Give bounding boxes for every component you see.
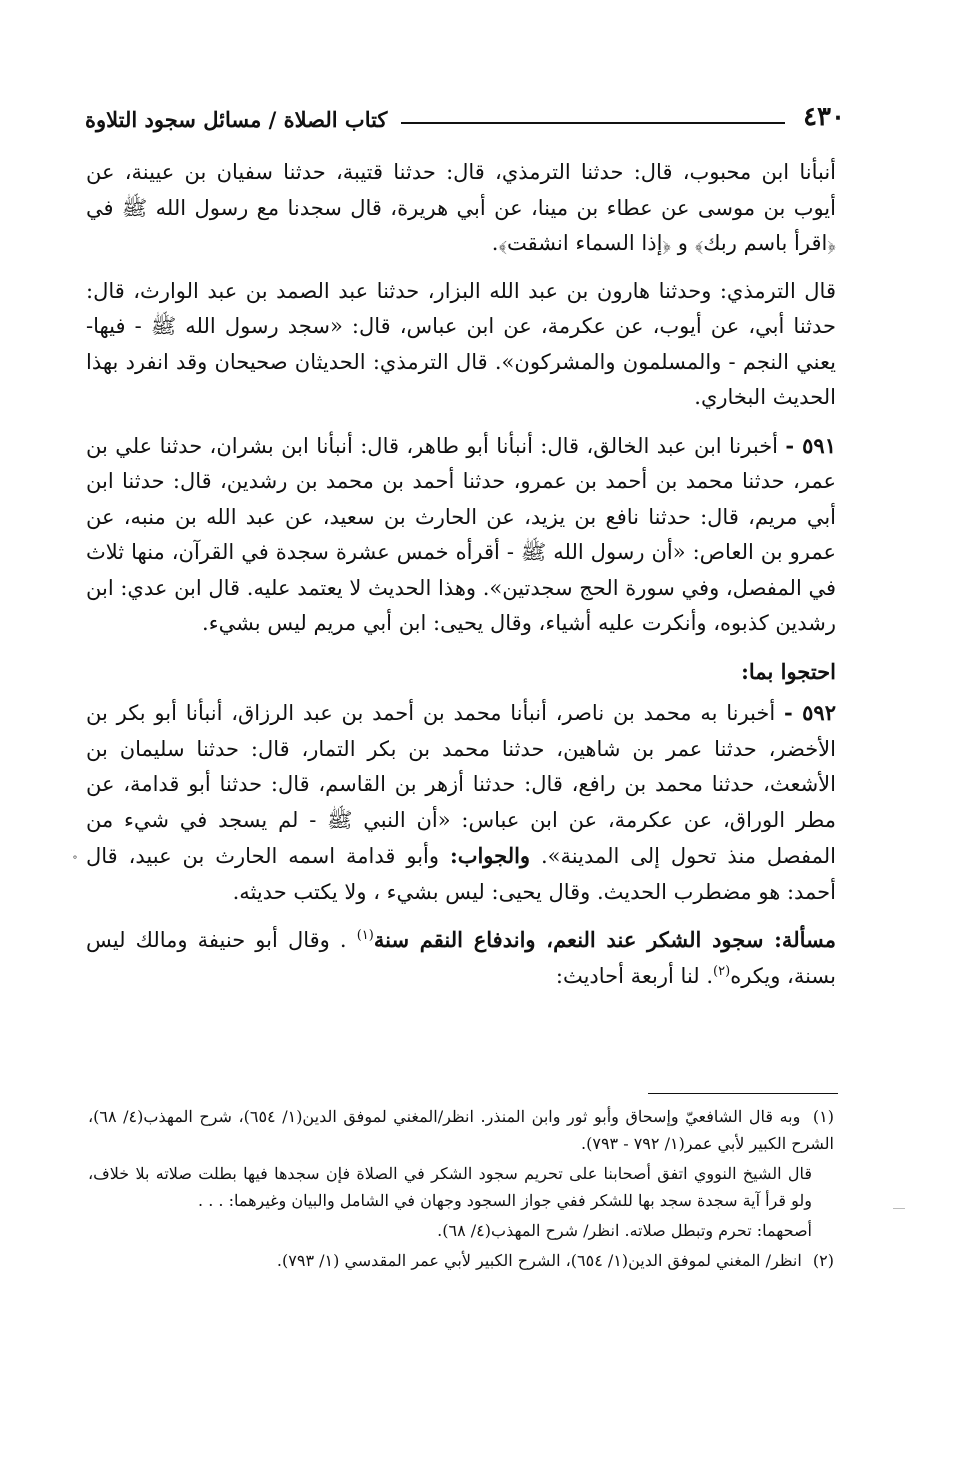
masala-paragraph bbox=[86, 922, 836, 994]
hadith-number-592: ٥٩٢ - bbox=[784, 700, 836, 725]
footnote-number-2: (٢) bbox=[812, 1251, 834, 1270]
running-title: كتاب الصلاة / مسائل سجود التلاوة bbox=[85, 107, 388, 132]
footnote-2 bbox=[88, 1247, 834, 1274]
masala-text-b: . لنا أربعة أحاديث: bbox=[555, 963, 714, 988]
paragraph-tirmidhi-ibn-abbas: قال الترمذي: وحدثنا هارون بن عبد الله البزار، حدثنا عبد الصمد بن عبد الوارث، قال: حدثنا أبي، عن أيوب، عن عكرمة، عن ابن عباس، قال: «سجد رسول الله ﷺ - فيها- يعني النجم - والمسلمون والمشركون». قال الترمذي: الحديثان صحيحان وقد انفرد بهذا الحديث البخاري. bbox=[86, 278, 836, 409]
margin-mark-line bbox=[893, 1208, 905, 1209]
main-text bbox=[86, 155, 836, 1006]
page-header bbox=[85, 90, 845, 130]
footnote-ref-1[interactable]: (١) bbox=[356, 928, 374, 943]
page-number: ٤٣٠ bbox=[803, 102, 845, 132]
paragraph-isnad-abu-hurayra: أنبأنا ابن محبوب، قال: حدثنا الترمذي، قال: حدثنا قتيبة، حدثنا سفيان بن عيينة، عن أيوب بن موسى عن عطاء بن مينا، عن أبي هريرة، قال سجدنا مع رسول الله ﷺ في ﴿اقرأ باسم ربك﴾ و ﴿إذا السماء انشقت﴾. bbox=[86, 160, 836, 255]
footnote-separator bbox=[648, 1093, 838, 1094]
header-rule bbox=[401, 122, 785, 124]
footnote-1 bbox=[88, 1103, 834, 1157]
masala-heading: مسألة: سجود الشكر عند النعم، واندفاع النقم سنة bbox=[373, 927, 836, 952]
section-heading: احتجوا بما: bbox=[741, 658, 836, 684]
answer-text: وأبو قدامة اسمه الحارث بن عبيد، قال أحمد: هو مضطرب الحديث. وقال يحيى: ليس بشيء ، ولا يكتب حديثه. bbox=[86, 844, 836, 904]
footnote-ref-2[interactable]: (٢) bbox=[713, 963, 731, 979]
footnote-number-1: (١) bbox=[812, 1107, 835, 1126]
hadith-number-591: ٥٩١ - bbox=[785, 432, 836, 458]
footnote-1-asahh: أصحهما: تحرم وتبطل صلاته. انظر/ شرح المهذب(٤/ ٦٨). bbox=[437, 1221, 812, 1240]
footnotes bbox=[88, 1103, 834, 1277]
hadith-591-text: أخبرنا ابن عبد الخالق، قال: أنبأنا أبو طاهر، قال: أنبأنا ابن بشران، حدثنا علي بن عمر، حدثنا محمد بن أحمد بن عمرو، حدثنا أحمد بن محمد بن رشدين، قال: حدثنا ابن أبي مريم، قال: حدثنا نافع بن يزيد، عن الحارث بن سعيد، عن عبد الله بن منبه، عن عمرو بن العاص: «أن رسول الله ﷺ - أقرأه خمس عشرة سجدة في القرآن، منها ثلاث في المفصل، وفي سورة الحج سجدتين». وهذا الحديث لا يعتمد عليه. قال ابن عدي: ابن رشدين كذبوه، وأنكرت عليه أشياء، وقال يحيى: ابن أبي مريم ليس بشيء. bbox=[85, 433, 836, 635]
footnote-1-nawawi: قال الشيخ النووي اتفق أصحابنا على تحريم سجود الشكر في الصلاة فإن سجدها فيها بطلت صلاته بلا خلاف، ولو قرأ آية سجدة سجد بها للشكر ففي جواز السجود وجهان في الشامل والبيان وغيرهما: . . . bbox=[88, 1164, 812, 1210]
footnote-1-text: وبه قال الشافعيّ وإسحاق وأبو ثور وابن المنذر. انظر/المغني لموفق الدين(١/ ٦٥٤)، شرح المهذب(٤/ ٦٨)، الشرح الكبير لأبي عمر(١/ ٧٩٢ - ٧٩٣). bbox=[88, 1107, 834, 1153]
hadith-591 bbox=[86, 428, 836, 642]
answer-label: والجواب: bbox=[449, 843, 531, 868]
masala-text-a: . وقال أبو حنيفة ومالك ليس بسنة، ويكره bbox=[86, 928, 836, 988]
hadith-592-text: أخبرنا به محمد بن ناصر، أنبأنا محمد بن أحمد بن عبد الرزاق، أنبأنا أبو بكر بن الأخضر، حدثنا عمر بن شاهين، حدثنا محمد بن بكر التمار، قال: حدثنا سليمان بن الأشعث، حدثنا محمد بن رافع، قال: حدثنا أزهر بن القاسم، قال: حدثنا أبو قدامة، عن مطر الوراق، عن عكرمة، عن ابن عباس: «أن النبي ﷺ - لم يسجد في شيء من المفصل منذ تحول إلى المدينة». bbox=[86, 701, 836, 868]
hadith-592 bbox=[86, 695, 836, 910]
footnote-2-text: انظر/ المغني لموفق الدين(١/ ٦٥٤)، الشرح الكبير لأبي عمر المقدسي (١/ ٧٩٣). bbox=[276, 1251, 802, 1270]
